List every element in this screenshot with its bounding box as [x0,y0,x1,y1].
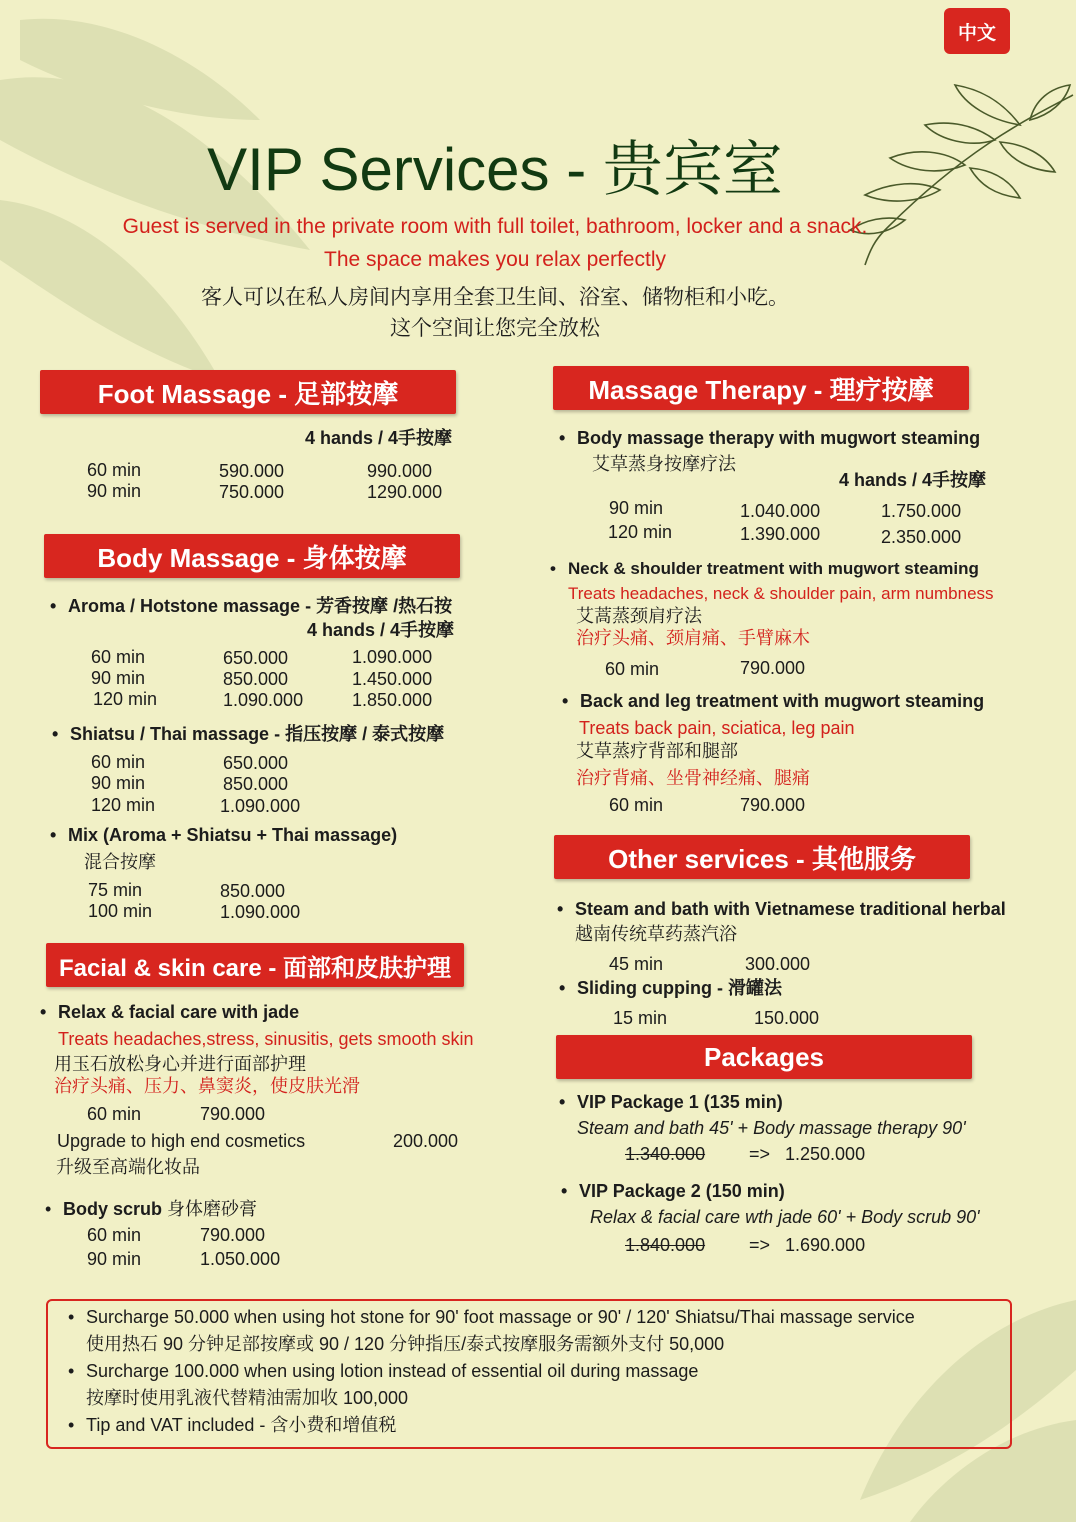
foot-row-duration: 60 min [87,460,142,480]
note-lotion-surcharge: • Surcharge 100.000 when using lotion instead of essential oil during massage [86,1360,698,1382]
note-hotstone-surcharge-chinese: 使用热石 90 分钟足部按摩或 90 / 120 分钟指压/泰式按摩服务需额外支付 50,000 [86,1334,725,1354]
mugwort-row-duration: 90 min [609,498,664,518]
vip-package-2-description: Relax & facial care wth jade 60' + Body scrub 90' [590,1207,980,1227]
note-hotstone-surcharge: • Surcharge 50.000 when using hot stone for 90' foot massage or 90' / 120' Shiatsu/Thai massage service [86,1306,915,1328]
body-scrub-name: Body scrub [63,1199,163,1219]
aroma-row-duration: 90 min [91,668,146,688]
aroma-row-price: 650.000 [223,648,289,668]
note-lotion-surcharge-chinese: 按摩时使用乳液代替精油需加收 100,000 [86,1388,409,1408]
aroma-row-duration: 120 min [93,689,158,709]
aroma-massage-name: • Aroma / Hotstone massage - 芳香按摩 /热石按 [68,595,452,617]
sliding-cupping-duration: 15 min [613,1008,668,1028]
mugwort-body-therapy-name: • Body massage therapy with mugwort steaming [577,427,980,449]
upgrade-cosmetics-price: 200.000 [393,1131,459,1151]
neck-shoulder-duration: 60 min [605,659,660,679]
facial-skin-care-header: Facial & skin care - 面部和皮肤护理 [46,943,464,987]
jade-facial-name: • Relax & facial care with jade [58,1001,299,1023]
jade-facial-duration: 60 min [87,1104,142,1124]
herbal-steam-name: • Steam and bath with Vietnamese traditional herbal [575,898,1006,920]
vip-package-1-name: • VIP Package 1 (135 min) [577,1091,783,1113]
intro-english-line-2: The space makes you relax perfectly [324,248,666,271]
sliding-cupping-name: • Sliding cupping - 滑罐法 [577,977,782,999]
body-scrub-row-price: 790.000 [200,1225,266,1245]
shiatsu-row-duration: 120 min [91,795,156,815]
upgrade-cosmetics-label: Upgrade to high end cosmetics [57,1131,306,1151]
body-scrub-chinese: 身体磨砂膏 [167,1199,258,1219]
aroma-row-four-hands-price: 1.090.000 [352,647,433,667]
jade-facial-chinese: 用玉石放松身心并进行面部护理 [54,1054,306,1074]
vip-package-1-new-price: 1.250.000 [785,1144,866,1164]
mugwort-row-duration: 120 min [608,522,673,542]
note-tip-vat: • Tip and VAT included - 含小费和增值税 [86,1414,396,1436]
page-title: VIP Services - 贵宾室 [207,136,783,203]
back-leg-chinese: 艾草蒸疗背部和腿部 [576,741,738,761]
mix-row-duration: 100 min [88,901,153,921]
vip-package-1-arrow: => [749,1144,771,1164]
vip-package-2-arrow: => [749,1235,771,1255]
jade-facial-treats-chinese: 治疗头痛、压力、鼻窦炎，使皮肤光滑 [54,1076,360,1096]
massage-therapy-header: Massage Therapy - 理疗按摩 [553,366,969,410]
body-massage-header: Body Massage - 身体按摩 [44,534,460,578]
neck-shoulder-name: • Neck & shoulder treatment with mugwort steaming [568,558,979,580]
shiatsu-row-price: 1.090.000 [220,796,301,816]
mugwort-row-price: 1.040.000 [740,501,821,521]
herbal-steam-chinese: 越南传统草药蒸汽浴 [575,924,737,944]
intro-chinese-line-2: 这个空间让您完全放松 [390,317,600,340]
jade-facial-treats: Treats headaches,stress, sinusitis, gets smooth skin [58,1029,474,1049]
mugwort-row-four-hands-price: 1.750.000 [881,501,962,521]
foot-row-four-hands-price: 1290.000 [367,482,443,502]
back-leg-name: • Back and leg treatment with mugwort steaming [580,690,984,712]
shiatsu-massage-name: • Shiatsu / Thai massage - 指压按摩 / 泰式按摩 [70,723,444,745]
foot-row-price: 750.000 [219,482,285,502]
mugwort-four-hands-label: 4 hands / 4手按摩 [839,470,987,490]
mix-massage-name: • Mix (Aroma + Shiatsu + Thai massage) [68,824,397,846]
mugwort-body-therapy-chinese: 艾草蒸身按摩疗法 [592,454,736,474]
vip-package-1-description: Steam and bath 45' + Body massage therapy 90' [577,1118,966,1138]
aroma-four-hands-label: 4 hands / 4手按摩 [307,620,455,640]
other-services-header: Other services - 其他服务 [554,835,970,879]
body-scrub-row-duration: 90 min [87,1249,142,1269]
foot-row-four-hands-price: 990.000 [367,461,433,481]
intro-english-line-1: Guest is served in the private room with full toilet, bathroom, locker and a snack. [122,215,868,238]
shiatsu-row-duration: 90 min [91,773,146,793]
foot-row-price: 590.000 [219,461,285,481]
neck-shoulder-price: 790.000 [740,658,806,678]
sliding-cupping-price: 150.000 [754,1008,820,1028]
back-leg-treats: Treats back pain, sciatica, leg pain [579,718,855,738]
aroma-row-duration: 60 min [91,647,146,667]
vip-package-1-old-price: 1.340.000 [625,1144,706,1164]
foot-row-duration: 90 min [87,481,142,501]
mix-row-duration: 75 min [88,880,143,900]
back-leg-price: 790.000 [740,795,806,815]
mix-row-price: 850.000 [220,881,286,901]
mugwort-row-price: 1.390.000 [740,524,821,544]
vip-package-2-old-price: 1.840.000 [625,1235,706,1255]
back-leg-treats-chinese: 治疗背痛、坐骨神经痛、腿痛 [576,768,810,788]
body-scrub-row-price: 1.050.000 [200,1249,281,1269]
upgrade-cosmetics-chinese: 升级至高端化妆品 [56,1157,200,1177]
neck-shoulder-chinese: 艾蒿蒸颈肩疗法 [576,606,702,626]
body-scrub-row-duration: 60 min [87,1225,142,1245]
shiatsu-row-price: 850.000 [223,774,289,794]
mix-row-price: 1.090.000 [220,902,301,922]
herbal-steam-price: 300.000 [745,954,811,974]
neck-shoulder-treats: Treats headaches, neck & shoulder pain, arm numbness [568,584,994,603]
language-switch-button[interactable]: 中文 [944,8,1010,54]
mix-massage-chinese: 混合按摩 [84,852,156,872]
aroma-row-price: 1.090.000 [223,690,304,710]
aroma-row-four-hands-price: 1.850.000 [352,690,433,710]
herbal-steam-duration: 45 min [609,954,664,974]
body-scrub-item [63,1198,257,1220]
vip-package-2-name: • VIP Package 2 (150 min) [579,1180,785,1202]
jade-facial-price: 790.000 [200,1104,266,1124]
packages-header: Packages [556,1035,972,1079]
shiatsu-row-price: 650.000 [223,753,289,773]
foot-four-hands-label: 4 hands / 4手按摩 [305,428,453,448]
foot-massage-header: Foot Massage - 足部按摩 [40,370,456,414]
mugwort-row-four-hands-price: 2.350.000 [881,527,962,547]
aroma-row-price: 850.000 [223,669,289,689]
back-leg-duration: 60 min [609,795,664,815]
shiatsu-row-duration: 60 min [91,752,146,772]
vip-package-2-new-price: 1.690.000 [785,1235,866,1255]
neck-shoulder-treats-chinese: 治疗头痛、颈肩痛、手臂麻木 [576,628,810,648]
intro-chinese-line-1: 客人可以在私人房间内享用全套卫生间、浴室、储物柜和小吃。 [201,286,789,309]
aroma-row-four-hands-price: 1.450.000 [352,669,433,689]
